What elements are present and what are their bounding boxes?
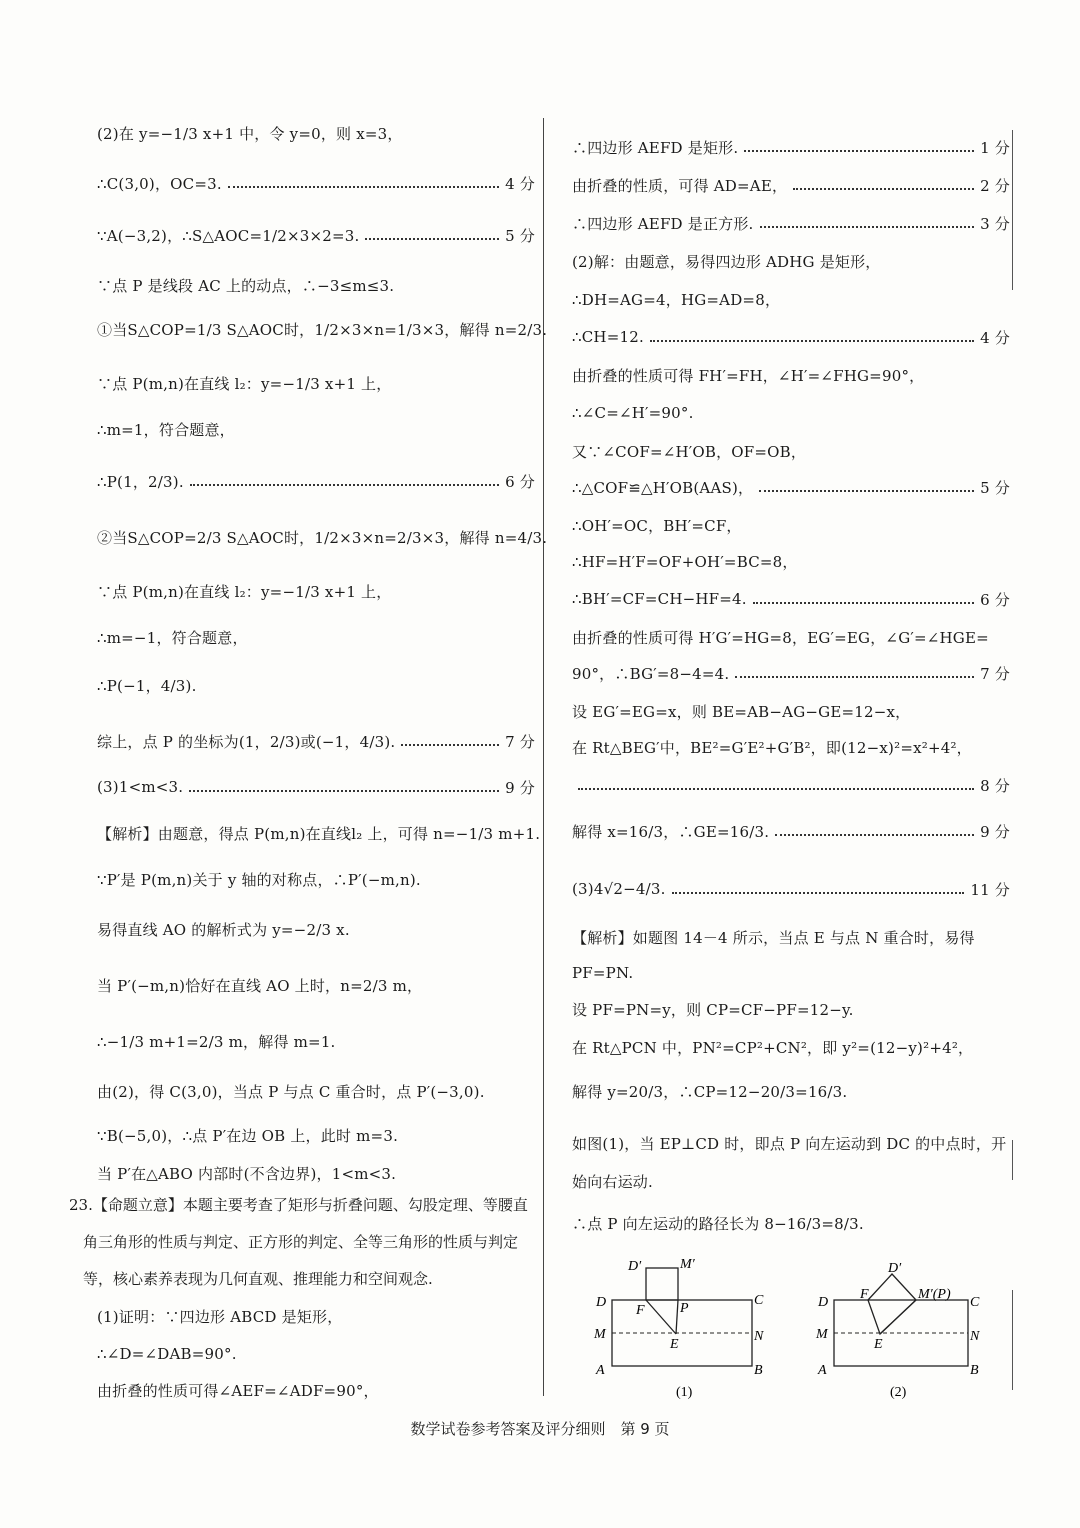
answer-text: 始向右运动. [572,1172,653,1191]
leader-dots [672,891,965,894]
answer-line [572,816,1010,846]
answer-text: 由折叠的性质可得 FH′=FH，∠H′=∠FHG=90°， [572,366,925,385]
answer-text: 如图(1)，当 EP⊥CD 时，即点 P 向左运动到 DC 的中点时，开 [572,1134,1007,1153]
answer-text: ∴OH′=OC，BH′=CF， [572,516,742,535]
leader-dots [578,787,974,790]
answer-line [572,322,1010,352]
answer-line [97,576,535,606]
score-mark: 7 分 [980,664,1010,683]
answer-text: 解得 y=20/3，∴CP=12−20/3=16/3. [572,1082,848,1101]
fig1-label: B [754,1363,763,1378]
answer-line [572,1032,1010,1062]
score-mark: 9 分 [980,822,1010,841]
scan-edge-mark [1012,1140,1013,1180]
answer-line [97,466,535,496]
score-mark: 5 分 [980,478,1010,497]
scan-edge-mark [1012,130,1013,290]
answer-text: 当 P′(−m,n)恰好在直线 AO 上时，n=2/3 m， [97,976,423,995]
answer-line [572,546,1010,576]
answer-text: 设 PF=PN=y，则 CP=CF−PF=12−y. [572,1000,854,1019]
score-mark: 11 分 [970,880,1010,899]
leader-dots [190,483,499,486]
answer-line [97,914,535,944]
score-mark: 6 分 [505,472,535,491]
answer-text: 解得 x=16/3，∴GE=16/3. [572,822,770,841]
answer-text: ∵B(−5,0)，∴点 P′在边 OB 上，此时 m=3. [97,1126,399,1145]
leader-dots [228,185,499,188]
answer-text: ∴P(−1，4/3). [97,676,197,695]
proof-line: ∴∠D=∠DAB=90°. [97,1344,237,1363]
answer-line [572,360,1010,390]
answer-text: ∴m=−1，符合题意， [97,628,248,647]
answer-line [97,864,535,894]
answer-line [572,958,1010,988]
fig2-label: B [970,1363,979,1378]
answer-text: ∴四边形 AEFD 是正方形. [572,214,754,233]
answer-line [572,922,1010,952]
answer-text: 设 EG′=EG=x，则 BE=AB−AG−GE=12−x， [572,702,911,721]
answer-line [97,314,548,344]
answer-text: 在 Rt△PCN 中，PN²=CP²+CN²，即 y²=(12−y)²+4²， [572,1038,974,1057]
fig1-label: C [754,1293,764,1308]
fig1-label: A [596,1363,605,1378]
answer-text: 由折叠的性质可得 H′G′=HG=8，EG′=EG，∠G′=∠HGE= [572,628,989,647]
answer-text: ∴点 P 向左运动的路径长为 8−16/3=8/3. [572,1214,864,1233]
answer-line [97,1026,535,1056]
answer-text: ∴四边形 AEFD 是矩形. [572,138,739,157]
answer-text: ∵A(−3,2)，∴S△AOC=1/2×3×2=3. [97,226,360,245]
answer-line [572,132,1010,162]
fig1-label: D [596,1295,607,1310]
fig1-label: F [636,1303,645,1318]
answer-text: ∴−1/3 m+1=2/3 m，解得 m=1. [97,1032,336,1051]
answer-line [572,732,1010,762]
proof-line: 由折叠的性质可得∠AEF=∠ADF=90°， [97,1382,379,1400]
answer-line [97,118,535,148]
answer-line [572,770,1010,800]
answer-line [97,168,535,198]
answer-text: PF=PN. [572,964,634,982]
answer-text: 易得直线 AO 的解析式为 y=−2/3 x. [97,920,350,939]
fig2-label: D′ [888,1261,902,1276]
leader-dots [753,601,974,604]
answer-line [572,284,1010,314]
answer-line [572,1128,1010,1158]
score-mark: 5 分 [505,226,535,245]
answer-text: ∴DH=AG=4，HG=AD=8， [572,290,781,309]
answer-line [572,398,1010,428]
answer-line [97,270,535,300]
answer-line [97,414,535,444]
leader-dots [650,339,974,342]
page-footer: 数学试卷参考答案及评分细则 第 9 页 [410,1420,670,1438]
answer-text: ∵点 P(m,n)在直线 l₂：y=−1/3 x+1 上， [97,582,392,601]
answer-line [97,670,535,700]
column-divider [543,118,544,1396]
fig2-label: D [818,1295,829,1310]
answer-text: 【解析】如题图 14－4 所示，当点 E 与点 N 重合时，易得 [572,928,975,947]
answer-text: (2)解：由题意，易得四边形 ADHG 是矩形， [572,252,881,271]
fig2-label: F [860,1287,869,1302]
leader-dots [401,743,499,746]
fig1-caption: (1) [676,1385,693,1400]
answer-text: ∴m=1，符合题意， [97,420,235,439]
fig2-label: E [874,1337,883,1352]
answer-text: 由折叠的性质，可得 AD=AE， [572,176,788,195]
score-mark: 4 分 [505,174,535,193]
answer-text: 由(2)，得 C(3,0)，当点 P 与点 C 重合时，点 P′(−3,0). [97,1082,485,1101]
answer-text: ∴HF=H′F=OF+OH′=BC=8， [572,552,798,571]
fig1-label: P [680,1301,689,1316]
leader-dots [365,237,499,240]
answer-text: ∴P(1，2/3). [97,472,184,491]
question-23-intent: 23.【命题立意】本题主要考查了矩形与折叠问题、勾股定理、等腰直角三角形的性质与判定、正方形的判定、全等三角形的性质与判定等，核心素养表现为几何直观、推理能力和空间观念. [69,1196,528,1288]
answer-line [572,208,1010,238]
leader-dots [760,225,975,228]
leader-dots [759,489,974,492]
answer-text: ∴△COF≌△H′OB(AAS)， [572,478,754,497]
score-mark: 8 分 [980,776,1010,795]
fig2-label: C [970,1295,980,1310]
leader-dots [775,833,974,836]
answer-text: ①当S△COP=1/3 S△AOC时，1/2×3×n=1/3×3，解得 n=2/3. [97,320,548,339]
question-23-block [69,1187,535,1409]
answer-text: 在 Rt△BEG′中，BE²=G′E²+G′B²，即(12−x)²=x²+4²， [572,738,972,757]
answer-line [97,522,548,552]
answer-text: ∵点 P 是线段 AC 上的动点，∴−3≤m≤3. [97,276,395,295]
fig1-label: N [754,1329,764,1344]
answer-line [572,696,1010,726]
fig1-label: E [670,1337,679,1352]
answer-line [572,1166,1010,1196]
answer-text: (2)在 y=−1/3 x+1 中，令 y=0，则 x=3， [97,124,403,143]
answer-text: ∴∠C=∠H′=90°. [572,404,694,422]
answer-line [572,246,1010,276]
score-mark: 4 分 [980,328,1010,347]
answer-text: 当 P′在△ABO 内部时(不含边界)，1<m<3. [97,1164,397,1183]
answer-text: ②当S△COP=2/3 S△AOC时，1/2×3×n=2/3×3，解得 n=4/3. [97,528,548,547]
answer-line [97,622,535,652]
answer-line [572,874,1010,904]
figure-2 [812,1252,1002,1406]
answer-line [572,622,1010,652]
fig2-label: A [818,1363,827,1378]
answer-line [572,1208,1010,1238]
score-mark: 6 分 [980,590,1010,609]
answer-text: 综上，点 P 的坐标为(1，2/3)或(−1，4/3). [97,732,396,751]
fig2-label: M [816,1327,828,1342]
answer-text: 90°，∴BG′=8−4=4. [572,664,730,683]
answer-text: ∵点 P(m,n)在直线 l₂：y=−1/3 x+1 上， [97,374,392,393]
answer-text: (3)4√2−4/3. [572,880,666,898]
answer-text: ∴BH′=CF=CH−HF=4. [572,590,747,608]
answer-line [572,510,1010,540]
score-mark: 3 分 [980,214,1010,233]
answer-line [572,436,1010,466]
proof-line: (1)证明：∵四边形 ABCD 是矩形， [97,1308,343,1326]
fig2-label: N [970,1329,980,1344]
answer-line [97,1158,535,1188]
answer-text: 又∵∠COF=∠H′OB，OF=OB， [572,442,807,461]
leader-dots [744,149,974,152]
leader-dots [735,675,974,678]
answer-line [97,726,535,756]
answer-line [97,970,535,1000]
answer-line [572,994,1010,1024]
scan-edge-mark [1012,1290,1013,1390]
answer-line [97,368,535,398]
leader-dots [793,187,974,190]
score-mark: 2 分 [980,176,1010,195]
fig1-label: D′ [628,1259,642,1274]
answer-line [97,1120,535,1150]
fig1-label: M [594,1327,606,1342]
score-mark: 1 分 [980,138,1010,157]
answer-line [97,818,541,848]
answer-text: ∵P′是 P(m,n)关于 y 轴的对称点，∴P′(−m,n). [97,870,421,889]
figure-1 [590,1252,780,1406]
answer-line [572,584,1010,614]
answer-text: 【解析】由题意，得点 P(m,n)在直线l₂ 上，可得 n=−1/3 m+1. [97,824,541,843]
answer-line [97,1076,535,1106]
answer-text: ∴CH=12. [572,328,644,346]
answer-line [97,772,535,802]
answer-line [572,1076,1010,1106]
fig2-caption: (2) [890,1385,907,1400]
leader-dots [189,789,499,792]
score-mark: 7 分 [505,732,535,751]
answer-line [572,658,1010,688]
answer-line [97,220,535,250]
answer-text: (3)1<m<3. [97,778,184,796]
answer-line [572,170,1010,200]
score-mark: 9 分 [505,778,535,797]
answer-text: ∴C(3,0)，OC=3. [97,174,222,193]
answer-line [572,472,1010,502]
fig1-label: M′ [680,1257,695,1272]
fig2-label: M′(P) [918,1287,951,1302]
